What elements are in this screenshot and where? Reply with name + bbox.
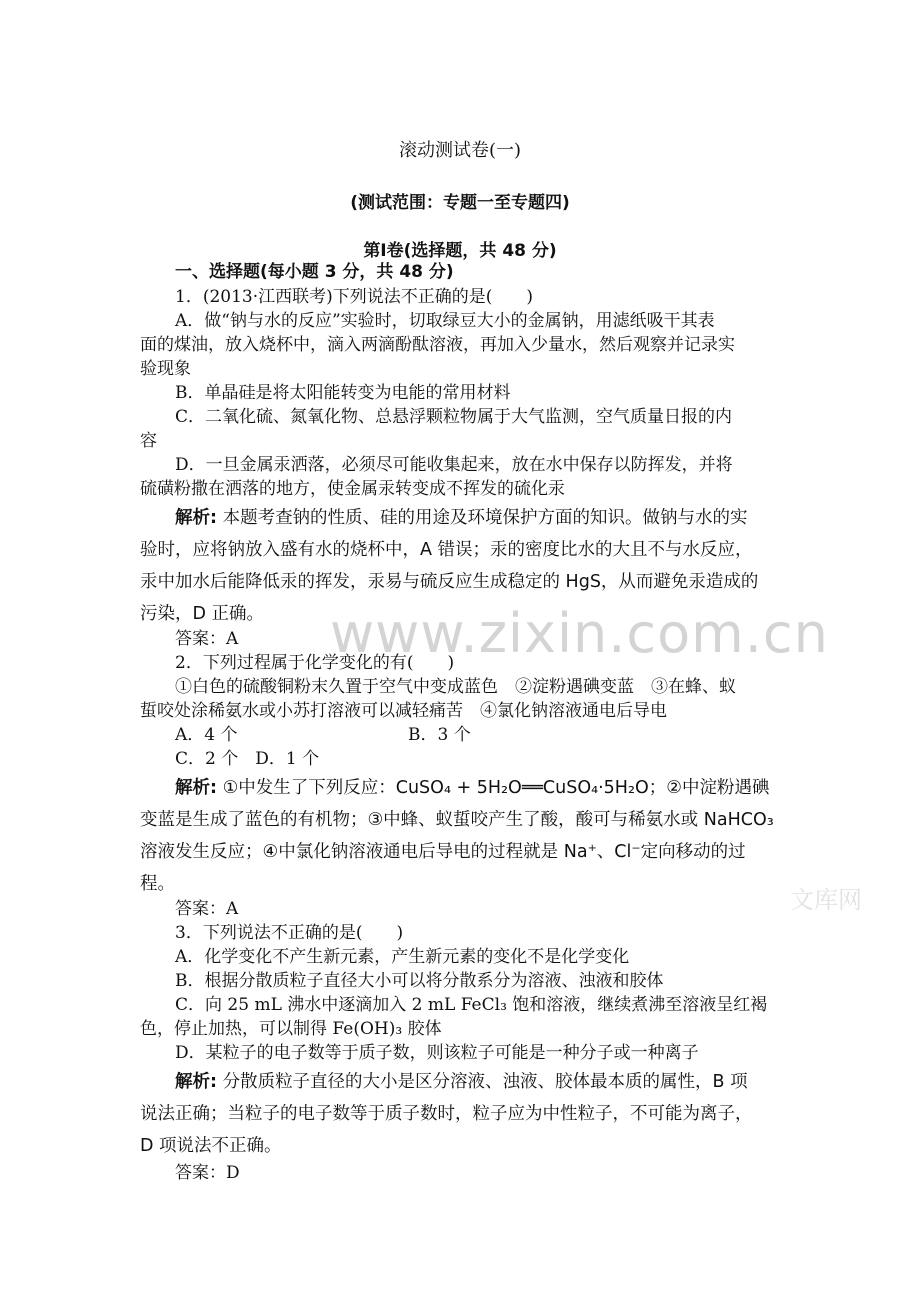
q3-option-c-line1: C．向 25 mL 沸水中逐滴加入 2 mL FeCl₃ 饱和溶液，继续煮沸至溶液呈红褐 — [175, 995, 768, 1015]
q2-analysis-line1: 解析: ①中发生了下列反应：CuSO₄ + 5H₂O══CuSO₄·5H₂O；②中淀粉遇碘 — [175, 778, 770, 798]
q2-option-b: B．3 个 — [408, 725, 471, 745]
watermark: www.zixin.com.cn — [330, 602, 829, 665]
page-title: 滚动测试卷(一) — [398, 140, 522, 161]
section-title: 第Ⅰ卷(选择题，共 48 分) — [363, 241, 557, 261]
q3-option-b: B．根据分散质粒子直径大小可以将分散系分为溶液、浊液和胶体 — [175, 971, 664, 991]
q3-analysis-line2: 说法正确；当粒子的电子数等于质子数时，粒子应为中性粒子，不可能为离子， — [140, 1104, 753, 1124]
q2-option-cd: C．2 个 D．1 个 — [175, 749, 320, 769]
q1-option-a-line2: 面的煤油，放入烧杯中，滴入两滴酚酞溶液，再加入少量水，然后观察并记录实 — [140, 335, 735, 355]
q2-analysis-line2: 变蓝是生成了蓝色的有机物；③中蜂、蚁蜇咬产生了酸，酸可与稀氨水或 NaHCO₃ — [140, 810, 774, 830]
q3-option-d: D．某粒子的电子数等于质子数，则该粒子可能是一种分子或一种离子 — [175, 1043, 699, 1063]
q1-option-d-line1: D．一旦金属汞洒落，必须尽可能收集起来，放在水中保存以防挥发，并将 — [175, 455, 733, 475]
q1-answer: 答案：A — [175, 629, 239, 649]
q3-analysis-line3: D 项说法不正确。 — [140, 1136, 282, 1156]
q1-option-d-line2: 硫磺粉撒在洒落的地方，使金属汞转变成不挥发的硫化汞 — [140, 479, 565, 499]
q1-option-b: B．单晶硅是将太阳能转变为电能的常用材料 — [175, 383, 511, 403]
q2-statement-line1: ①白色的硫酸铜粉末久置于空气中变成蓝色 ②淀粉遇碘变蓝 ③在蜂、蚁 — [175, 677, 736, 697]
q1-option-a-line3: 验现象 — [140, 359, 191, 379]
q2-stem: 2．下列过程属于化学变化的有( ) — [175, 653, 455, 673]
watermark-secondary: 文库网 — [790, 886, 862, 914]
q3-option-c-line2: 色，停止加热，可以制得 Fe(OH)₃ 胶体 — [140, 1019, 442, 1039]
q1-analysis-line3: 汞中加水后能降低汞的挥发，汞易与硫反应生成稳定的 HgS，从而避免汞造成的 — [140, 572, 759, 592]
q2-analysis-line3: 溶液发生反应；④中氯化钠溶液通电后导电的过程就是 Na⁺、Cl⁻定向移动的过 — [140, 842, 746, 862]
q1-option-c-line2: 容 — [140, 431, 157, 451]
page-subtitle: (测试范围：专题一至专题四) — [350, 193, 570, 213]
q1-analysis-line2: 验时，应将钠放入盛有水的烧杯中，A 错误；汞的密度比水的大且不与水反应， — [140, 540, 753, 560]
q1-option-a-line1: A．做“钠与水的反应”实验时，切取绿豆大小的金属钠，用滤纸吸干其表 — [175, 311, 715, 331]
q3-option-a: A．化学变化不产生新元素，产生新元素的变化不是化学变化 — [175, 947, 630, 967]
q3-analysis-line1: 解析: 分散质粒子直径的大小是区分溶液、浊液、胶体最本质的属性，B 项 — [175, 1072, 748, 1092]
q2-statement-line2: 蜇咬处涂稀氨水或小苏打溶液可以减轻痛苦 ④氯化钠溶液通电后导电 — [140, 701, 667, 721]
q1-option-c-line1: C．二氧化硫、氮氧化物、总悬浮颗粒物属于大气监测，空气质量日报的内 — [175, 407, 733, 427]
q1-analysis-line4: 污染，D 正确。 — [140, 604, 265, 624]
q3-stem: 3．下列说法不正确的是( ) — [175, 923, 404, 943]
q3-answer: 答案：D — [175, 1163, 240, 1183]
q1-analysis-line1: 解析: 本题考查钠的性质、硅的用途及环境保护方面的知识。做钠与水的实 — [175, 508, 748, 528]
q2-option-a: A．4 个 — [175, 725, 238, 745]
part-title: 一、选择题(每小题 3 分，共 48 分) — [175, 262, 454, 282]
q2-analysis-line4: 程。 — [140, 874, 175, 894]
q2-answer: 答案：A — [175, 899, 239, 919]
q1-stem: 1．(2013·江西联考)下列说法不正确的是( ) — [175, 287, 534, 307]
